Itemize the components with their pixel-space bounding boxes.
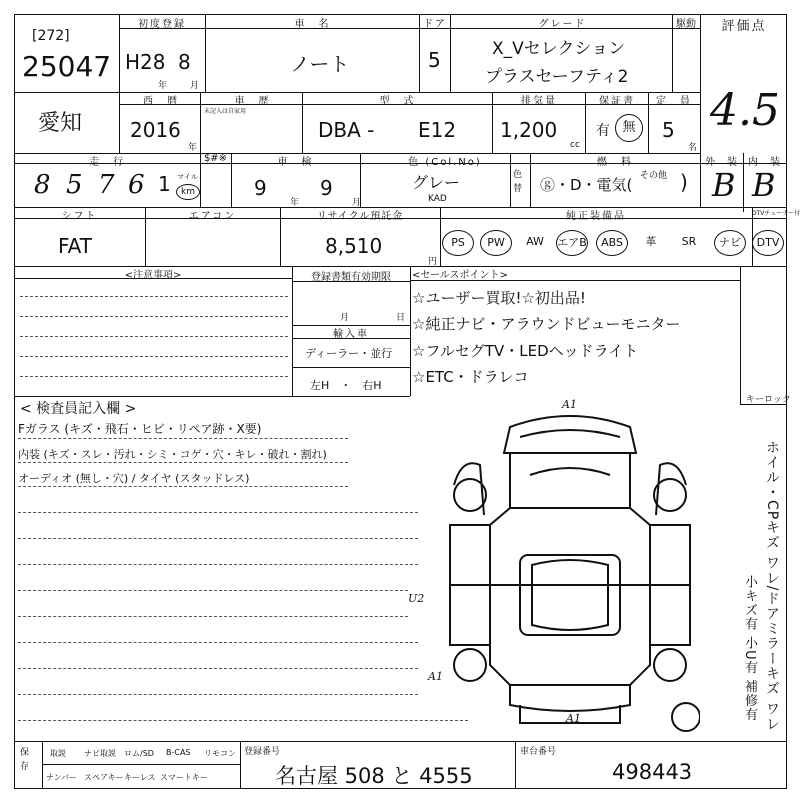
fuel-close: ) [680, 170, 688, 194]
caution-label: <注意事項> [124, 270, 182, 281]
aircon-label: エアコン [188, 211, 237, 222]
inspector-line: オーディオ (無し・穴) / タイヤ (スタッドレス) [18, 472, 250, 485]
year: 2016 [130, 118, 181, 142]
grade-label: グレード [538, 19, 587, 30]
interior-grade: B [752, 166, 776, 204]
footer-item: スペアキー [84, 773, 124, 782]
equipment-label: 純正装備品 [566, 211, 626, 222]
footer-item: スマートキー [160, 773, 208, 782]
unit-label: $#※ [203, 153, 228, 164]
side-text-repair: 小キズ有 小U有 補修有 [742, 575, 757, 722]
sales-points-label: <セールスポイント> [412, 270, 508, 281]
doors: 5 [428, 48, 441, 72]
lot-number: 25047 [22, 50, 112, 83]
footer-item: B-CAS [166, 748, 191, 757]
mileage-digit: 5 [66, 170, 83, 200]
inspection-label: 車 検 [277, 157, 314, 168]
inspector-title: < 検査員記入欄 > [20, 401, 137, 417]
footer-storage-label: 保存 [20, 748, 30, 772]
inspection-month: 9 [320, 176, 333, 200]
equipment-pw: PW [480, 230, 512, 256]
footer-item: リモコン [204, 749, 236, 758]
warranty-label: 保証書 [599, 96, 635, 107]
reg-month: 8 [178, 50, 191, 74]
displacement: 1,200 [500, 118, 558, 142]
warranty-no-circled: 無 [615, 114, 643, 142]
recycle-label: リサイクル預託金 [316, 211, 404, 222]
history-label: 車 歴 [234, 96, 271, 107]
equipment-abs: ABS [596, 230, 628, 256]
import-label: 輸入車 [333, 329, 369, 340]
chassis-label: 車台番号 [520, 747, 557, 757]
equipment-aw: AW [526, 235, 544, 248]
color: グレー [412, 173, 461, 192]
doc-deadline-label: 登録書類有効期限 [311, 272, 391, 283]
capacity: 5 [662, 118, 675, 142]
dealer-parallel: ディーラー・並行 [305, 347, 393, 360]
sales-point: ☆純正ナビ・アラウンドビューモニター [412, 315, 681, 333]
capacity-label: 定 員 [656, 96, 692, 107]
model-code: E12 [418, 118, 457, 142]
footer-item: ナンバー [46, 773, 78, 782]
color-label: 色 (Col.No) [408, 157, 482, 168]
car-diagram [440, 405, 700, 735]
equipment-ps: PS [442, 230, 474, 256]
car-name-label: 車 名 [294, 19, 331, 30]
side-text-wheel: ホイル・CPキズ ワレ/ドアミラーキズ ワレ [764, 440, 780, 732]
color-code: KAD [428, 194, 447, 204]
sales-point: ☆ETC・ドラレコ [412, 368, 529, 386]
region: 愛知 [38, 111, 83, 136]
deadline-month: 月 [340, 313, 350, 323]
lot-prefix: [272] [32, 28, 70, 44]
mileage-digit: 7 [98, 170, 115, 200]
chassis-number: 498443 [612, 760, 693, 784]
equipment-dtv: DTV [752, 230, 784, 256]
year-mark: 年 [158, 81, 168, 91]
diagram-mark: A1 [428, 670, 443, 683]
rating-score: 4.5 [710, 85, 780, 136]
fuel-options: ⓖ・D・電気( [540, 176, 633, 194]
mileage-digit: 1 [158, 172, 171, 196]
dtv-tuner-label: DTVチューナー付 [752, 210, 800, 217]
mileage-digit: 6 [128, 170, 145, 200]
deadline-day: 日 [396, 313, 406, 323]
recycle-fee: 8,510 [325, 234, 383, 258]
displacement-label: 排気量 [521, 96, 557, 107]
diagram-mark: U2 [408, 592, 425, 605]
inspector-line: 内装 (キズ・スレ・汚れ・シミ・コゲ・穴・キレ・破れ・割れ) [18, 448, 327, 461]
exterior-label: 外 装 [705, 157, 738, 168]
steering: 左H ・ 右H [310, 379, 382, 392]
exterior-grade: B [712, 166, 736, 204]
footer-item: ロム/SD [124, 749, 154, 758]
shift-label: シフト [61, 211, 98, 222]
inspector-line: Fガラス (キズ・飛石・ヒビ・リペア跡・X要) [18, 422, 262, 436]
diagram-mark: A1 [566, 712, 581, 725]
capacity-unit: 名 [688, 143, 698, 153]
plate-label: 登録番号 [244, 747, 281, 757]
grade-line1: X_Vセレクション [492, 39, 626, 59]
color-change: 色替 [513, 170, 523, 194]
reg-era: H28 [125, 50, 166, 74]
western-year-label: 西 暦 [143, 96, 179, 107]
grade-line2: プラスセーフティ2 [485, 67, 629, 87]
sales-point: ☆フルセグTV・LEDヘッドライト [412, 342, 639, 360]
first-reg-label: 初度登録 [138, 19, 186, 30]
fuel-label: 燃 料 [597, 157, 633, 168]
year-mark-2: 年 [188, 143, 198, 153]
equipment-airbag: エアB [556, 230, 588, 256]
mileage-label: 走 行 [89, 157, 125, 168]
footer-item: キーレス [124, 773, 156, 782]
car-name: ノート [290, 52, 350, 76]
recycle-unit: 円 [428, 257, 438, 267]
equipment-navi: ナビ [714, 230, 746, 256]
cc-unit: cc [570, 140, 580, 150]
drive-label: 駆動 [676, 19, 696, 30]
diagram-mark: A1 [562, 398, 577, 411]
model-label: 型 式 [379, 96, 416, 107]
fuel-other: その他 [640, 171, 668, 181]
model-prefix: DBA - [318, 118, 375, 142]
doors-label: ドア [423, 19, 447, 30]
interior-label: 内 装 [748, 157, 781, 168]
warranty-yes: 有 [596, 123, 610, 139]
history-note: 未記入は自家用 [204, 108, 247, 115]
mileage-unit-mile: マイル [177, 173, 198, 181]
rating-label: 評価点 [721, 19, 767, 34]
insp-year-mark: 年 [290, 198, 300, 208]
keylock-label: キーロック [746, 395, 791, 405]
footer-item: 取説 [50, 749, 66, 758]
footer-item: ナビ取説 [84, 749, 116, 758]
month-mark: 月 [190, 81, 200, 91]
shift: FAT [58, 234, 93, 258]
mileage-digit: 8 [34, 170, 51, 200]
sales-point: ☆ユーザー買取!☆初出品! [412, 289, 586, 307]
inspection-year: 9 [254, 176, 267, 200]
equipment-leather: 革 [645, 235, 657, 248]
insp-month-mark: 月 [352, 198, 362, 208]
plate-number: 名古屋 508 と 4555 [275, 764, 473, 788]
equipment-sr: SR [681, 235, 697, 248]
mileage-unit-km-circled: km [176, 184, 200, 200]
